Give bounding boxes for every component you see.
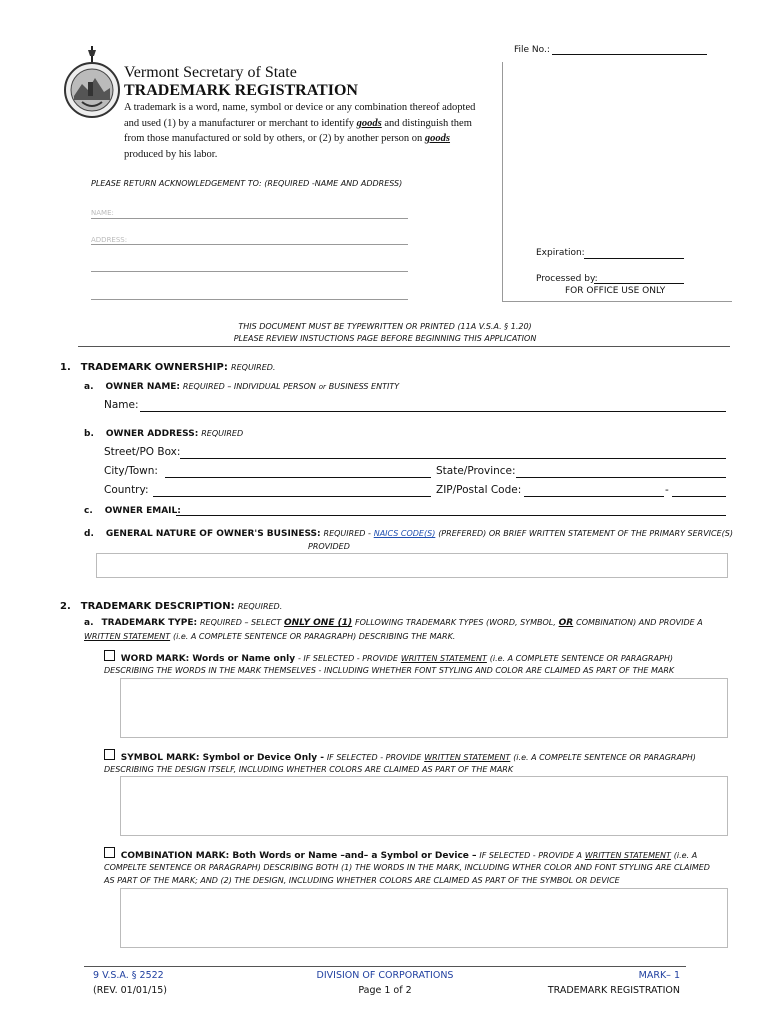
- return-address-label: ADDRESS:: [91, 236, 128, 244]
- combination-mark-option: COMBINATION MARK: Both Words or Name –and– a Symbol or Device – IF SELECTED - PROVIDE A WRITTEN STATEMENT (i.e. A: [104, 847, 697, 861]
- footer-page-number: Page 1 of 2: [358, 985, 412, 996]
- state-label: State/Province:: [436, 465, 516, 477]
- footer-form-name: TRADEMARK REGISTRATION: [547, 985, 680, 996]
- return-name-field[interactable]: [91, 218, 408, 219]
- word-mark-checkbox[interactable]: [104, 650, 115, 661]
- owner-name-field[interactable]: [140, 411, 726, 412]
- footer-division: DIVISION OF CORPORATIONS: [316, 970, 454, 981]
- notice-line-2: PLEASE REVIEW INSTUCTIONS PAGE BEFORE BEGINNING THIS APPLICATION: [233, 334, 537, 343]
- file-no-field[interactable]: [552, 54, 707, 55]
- zip-dash: -: [665, 484, 669, 496]
- processed-label: Processed by:: [536, 274, 598, 284]
- return-address-field-3[interactable]: [91, 299, 408, 300]
- word-mark-textbox[interactable]: [120, 678, 728, 738]
- name-label: Name:: [104, 399, 139, 411]
- zip-field[interactable]: [524, 496, 664, 497]
- return-address-field-1[interactable]: [91, 244, 408, 245]
- zip-label: ZIP/Postal Code:: [436, 484, 522, 496]
- trademark-type-heading: a. TRADEMARK TYPE: REQUIRED – SELECT ONLY ONE (1) FOLLOWING TRADEMARK TYPES (WORD, SYMBOL, OR COMBINATION) AND PROVIDE A WRITTEN STATEMENT (i.e. A COMPLETE SENTENCE OR PARAGRAPH) DESCRIBING THE MARK.: [84, 618, 703, 641]
- office-box-divider: [502, 62, 503, 302]
- symbol-mark-textbox[interactable]: [120, 776, 728, 836]
- naics-code-link[interactable]: NAICS CODE(S): [373, 529, 436, 538]
- return-ack-label: PLEASE RETURN ACKNOWLEDGEMENT TO: (REQUIRED -NAME AND ADDRESS): [91, 179, 403, 188]
- form-title: TRADEMARK REGISTRATION: [124, 82, 358, 99]
- trademark-definition: A trademark is a word, name, symbol or device or any combination thereof adopted and used (1) by a manufacturer or merchant to identify goods and distinguish them from those manufactured or sold by others, or (2) by another person on goods produced by his labor.: [124, 102, 476, 160]
- owner-name-heading: a. OWNER NAME: REQUIRED – INDIVIDUAL PERSON or BUSINESS ENTITY: [84, 382, 400, 392]
- section-divider: [78, 346, 730, 347]
- file-no-label: File No.:: [514, 45, 550, 55]
- word-mark-instructions: DESCRIBING THE WORDS IN THE MARK THEMSELVES - INCLUDING WHETHER FONT STYLING AND COLOR ARE CLAIMED AS PART OF THE MARK: [104, 666, 675, 675]
- footer-statute: 9 V.S.A. § 2522: [93, 970, 164, 981]
- combination-mark-instructions-2: AS PART OF THE MARK; AND (2) THE DESIGN, INCLUDING WHETHER COLORS ARE CLAIMED AS PART OF THE SYMBOL OR DEVICE: [104, 876, 620, 885]
- business-nature-heading-cont: PROVIDED: [308, 542, 350, 551]
- street-label: Street/PO Box:: [104, 446, 181, 458]
- business-nature-heading: d. GENERAL NATURE OF OWNER'S BUSINESS: REQUIRED - NAICS CODE(S) (PREFERED) OR BRIEF WRITTEN STATEMENT OF THE PRIMARY SERVICE(S): [84, 529, 733, 539]
- expiration-field[interactable]: [584, 258, 684, 259]
- word-mark-option: WORD MARK: Words or Name only - IF SELECTED - PROVIDE WRITTEN STATEMENT (i.e. A COMPLETE SENTENCE OR PARAGRAPH): [104, 650, 673, 664]
- return-name-label: NAME:: [91, 209, 114, 217]
- vermont-seal-icon: [62, 44, 122, 124]
- office-use-label: FOR OFFICE USE ONLY: [565, 286, 666, 296]
- combination-mark-checkbox[interactable]: [104, 847, 115, 858]
- expiration-label: Expiration:: [536, 248, 585, 258]
- notice-line-1: THIS DOCUMENT MUST BE TYPEWRITTEN OR PRINTED (11A V.S.A. § 1.20): [238, 322, 532, 331]
- zip-ext-field[interactable]: [672, 496, 726, 497]
- footer-revision: (REV. 01/01/15): [93, 985, 167, 996]
- symbol-mark-instructions: DESCRIBING THE DESIGN ITSELF, INCLUDING WHETHER COLORS ARE CLAIMED AS PART OF THE MARK: [104, 765, 514, 774]
- combination-mark-instructions-1: COMPELTE SENTENCE OR PARAGRAPH) DESCRIBING BOTH (1) THE WORDS IN THE MARK, INCLUDING WTHER COLOR AND FONT STYLING ARE CLAIMED: [104, 863, 710, 872]
- state-field[interactable]: [516, 477, 726, 478]
- office-box-bottom: [502, 301, 732, 302]
- street-field[interactable]: [180, 458, 726, 459]
- country-field[interactable]: [153, 496, 431, 497]
- combination-mark-textbox[interactable]: [120, 888, 728, 948]
- symbol-mark-checkbox[interactable]: [104, 749, 115, 760]
- city-field[interactable]: [165, 477, 431, 478]
- footer-form-code: MARK– 1: [638, 970, 680, 981]
- processed-field[interactable]: [594, 283, 684, 284]
- agency-name: Vermont Secretary of State: [124, 64, 297, 81]
- country-label: Country:: [104, 484, 149, 496]
- owner-email-heading: c. OWNER EMAIL:: [84, 506, 181, 516]
- owner-address-heading: b. OWNER ADDRESS: REQUIRED: [84, 429, 244, 439]
- business-nature-textbox[interactable]: [96, 553, 728, 578]
- symbol-mark-option: SYMBOL MARK: Symbol or Device Only - IF SELECTED - PROVIDE WRITTEN STATEMENT (i.e. A COMPELTE SENTENCE OR PARAGRAPH): [104, 749, 696, 763]
- section2-heading: 2. TRADEMARK DESCRIPTION: REQUIRED.: [60, 601, 283, 612]
- city-label: City/Town:: [104, 465, 158, 477]
- owner-email-field[interactable]: [176, 515, 726, 516]
- return-address-field-2[interactable]: [91, 271, 408, 272]
- section1-heading: 1. TRADEMARK OWNERSHIP: REQUIRED.: [60, 362, 276, 373]
- footer-rule: [84, 966, 686, 967]
